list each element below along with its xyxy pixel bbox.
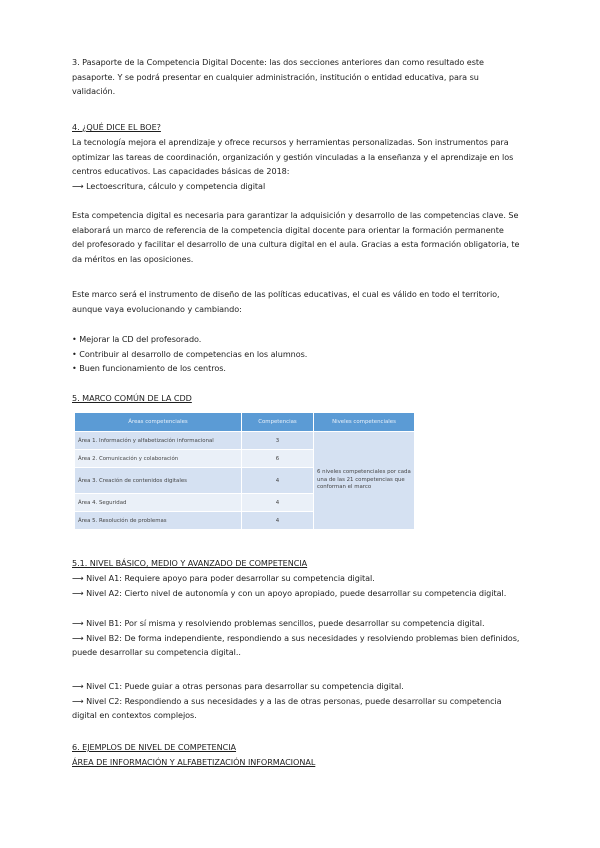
- section-4-heading: 4. ¿QUÉ DICE EL BOE?: [72, 122, 161, 132]
- column-header-areas: Áreas competenciales: [75, 413, 242, 432]
- level-line: puede desarrollar su competencia digital..: [72, 647, 241, 658]
- section-4-para-2: [72, 208, 532, 266]
- level-line: ⟶ Nivel B1: Por sí misma y resolviendo problemas sencillos, puede desarrollar su competencia digital.: [72, 618, 485, 628]
- section-5-heading-block: [72, 391, 532, 406]
- section-4-heading-block: [72, 120, 532, 135]
- level-line: ⟶ Nivel C2: Respondiendo a sus necesidades y a las de otras personas, puede desarrollar su competencia: [72, 695, 502, 706]
- column-header-niveles: Niveles competenciales: [314, 413, 415, 432]
- text-line: del profesorado y facilitar el desarrollo de una cultura digital en el aula. Gracias a esta formación obligatoria, te: [72, 239, 520, 250]
- levels-b-group: [72, 616, 532, 660]
- cdd-framework-table: [74, 412, 415, 530]
- list-item: • Buen funcionamiento de los centros.: [72, 363, 226, 374]
- text-line: Esta competencia digital es necesaria para garantizar la adquisición y desarrollo de las competencias clave. Se: [72, 210, 519, 220]
- competencias-cell: 3: [242, 432, 314, 450]
- competencias-cell: 4: [242, 494, 314, 512]
- section-6-heading: 6. EJEMPLOS DE NIVEL DE COMPETENCIA: [72, 742, 237, 752]
- levels-note-cell: 6 niveles competenciales por cada una de las 21 competencias que conforman el marco: [314, 432, 415, 530]
- section-3: [72, 55, 532, 99]
- text-line: validación.: [72, 86, 116, 97]
- section-5-heading: 5. MARCO COMÚN DE LA CDD: [72, 393, 192, 403]
- table-header-row: [75, 413, 415, 432]
- list-item: • Contribuir al desarrollo de competencias en los alumnos.: [72, 348, 308, 359]
- column-header-competencias: Competencias: [242, 413, 314, 432]
- text-line: 3. Pasaporte de la Competencia Digital Docente: las dos secciones anteriores dan como resultado este: [72, 57, 484, 67]
- level-line: digital en contextos complejos.: [72, 710, 197, 721]
- level-line: ⟶ Nivel B2: De forma independiente, respondiendo a sus necesidades y resolviendo problemas bien definidos,: [72, 632, 520, 643]
- text-line: da méritos en las oposiciones.: [72, 253, 194, 264]
- text-line: pasaporte. Y se podrá presentar en cualquier administración, institución o entidad educativa, para su: [72, 71, 479, 82]
- table-row: [75, 432, 415, 450]
- section-5-1-heading-block: [72, 556, 532, 571]
- area-cell: Área 3. Creación de contenidos digitales: [75, 468, 242, 494]
- text-line: La tecnología mejora el aprendizaje y ofrece recursos y herramientas personalizadas. Son instrumentos para: [72, 137, 509, 147]
- section-4-para-1: [72, 135, 532, 193]
- list-item: • Mejorar la CD del profesorado.: [72, 334, 202, 344]
- area-cell: Área 2. Comunicación y colaboración: [75, 450, 242, 468]
- area-cell: Área 5. Resolución de problemas: [75, 512, 242, 530]
- level-line: ⟶ Nivel C1: Puede guiar a otras personas para desarrollar su competencia digital.: [72, 681, 404, 691]
- level-line: ⟶ Nivel A2: Cierto nivel de autonomía y con un apoyo apropiado, puede desarrollar su competencia digital.: [72, 587, 507, 598]
- section-5-1-heading: 5.1. NIVEL BÁSICO, MEDIO Y AVANZADO DE COMPETENCIA: [72, 558, 308, 568]
- text-line: elaborará un marco de referencia de la competencia digital docente para orientar la formación permanente: [72, 224, 504, 235]
- text-line: aunque vaya evolucionando y cambiando:: [72, 303, 242, 314]
- section-4-para-3: [72, 287, 532, 316]
- text-line: Este marco será el instrumento de diseño de las políticas educativas, el cual es válido en todo el territorio,: [72, 289, 500, 299]
- text-line: optimizar las tareas de coordinación, organización y gestión vinculadas a la enseñanza y el aprendizaje en los: [72, 151, 514, 162]
- text-line: ⟶ Lectoescritura, cálculo y competencia digital: [72, 180, 266, 191]
- level-line: ⟶ Nivel A1: Requiere apoyo para poder desarrollar su competencia digital.: [72, 573, 375, 583]
- section-6-subheading: ÁREA DE INFORMACIÓN Y ALFABETIZACIÓN INFORMACIONAL: [72, 756, 316, 767]
- competencias-cell: 4: [242, 468, 314, 494]
- levels-a-group: [72, 571, 532, 600]
- competencias-cell: 4: [242, 512, 314, 530]
- levels-c-group: [72, 679, 532, 723]
- section-6: [72, 740, 532, 769]
- section-4-bullets: [72, 332, 532, 376]
- area-cell: Área 1. Información y alfabetización informacional: [75, 432, 242, 450]
- text-line: centros educativos. Las capacidades básicas de 2018:: [72, 166, 290, 177]
- competencias-cell: 6: [242, 450, 314, 468]
- area-cell: Área 4. Seguridad: [75, 494, 242, 512]
